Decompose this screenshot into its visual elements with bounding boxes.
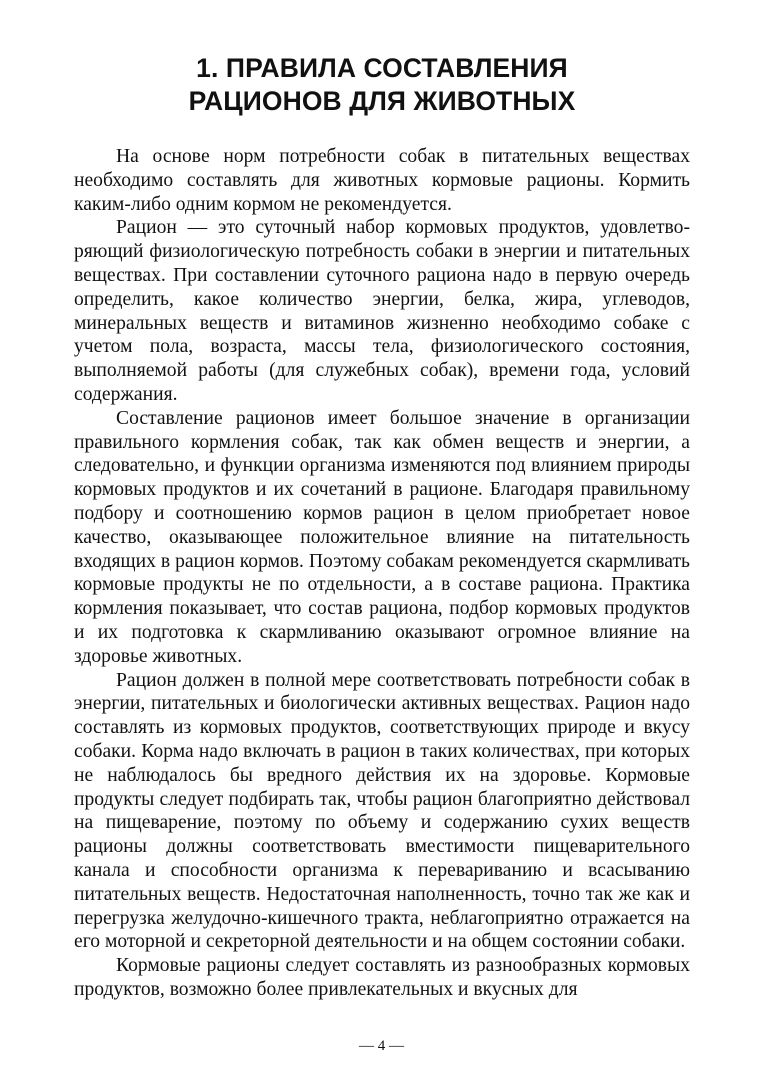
page-number: — 4 —	[359, 1038, 404, 1054]
body-text	[74, 145, 690, 1002]
chapter-title	[74, 52, 690, 118]
paragraph: Кормовые рационы следует составлять из разнообразных кормовых продуктов, возможно более привлекательных и вкусных для	[74, 955, 690, 1000]
paragraph: Составление рационов имеет большое значение в организации правильного кормления собак, так как обмен веществ и энергии, а следовательно, и функции организма изменяются под влиянием природы кормовых продуктов и их сочетаний в рационе. Благодаря правильному подбору и соотношению кормов рацион в целом приобретает новое качество, оказывающее положительное влияние на питательность входящих в рацион кормов. Поэтому собакам рекомендуется скармливать кормовые продукты не по отдельности, а в составе рациона. Практика кормления показывает, что состав рациона, подбор кормовых продуктов и их подготовка к скармливанию оказывают огромное влияние на здоровье животных.	[74, 407, 690, 667]
paragraph: Рацион должен в полной мере соответствовать потребности собак в энергии, питательных и биологически активных веществах. Рацион надо составлять из кормовых продуктов, соответствующих природе и вкусу собаки. Корма надо включать в рацион в таких количествах, при которых не наблюдалось бы вредного действия их на здоровье. Кормовые продукты следует подбирать так, чтобы рацион благоприятно действовал на пищеварение, поэтому по объему и содержанию сухих веществ рационы должны соответствовать вместимости пищеварительного канала и способности организма к перевариванию и всасыванию питательных веществ. Недостаточная наполненность, точно так же как и перегрузка желудочно-кишечного тракта, неблагоприятно отражается на его моторной и секреторной деятельности и на общем состоянии собаки.	[74, 669, 690, 953]
document-page	[74, 52, 690, 1002]
paragraph: На основе норм потребности собак в питательных веществах необходимо составлять для животных кормовые рационы. Кормить каким-либо одним кормом не рекомендуется.	[74, 146, 690, 215]
paragraph: Рацион — это суточный набор кормовых продуктов, удовлетворяющий физиологическую потребность собаки в энергии и питательных веществах. При составлении суточного рациона надо в первую очередь определить, какое количество энергии, белка, жира, углеводов, минеральных веществ и витаминов жизненно необходимо собаке с учетом пола, возраста, массы тела, физиологического состояния, выполняемой работы (для служебных собак), времени года, условий содержания.	[74, 217, 690, 405]
chapter-title-line: РАЦИОНОВ ДЛЯ ЖИВОТНЫХ	[188, 86, 576, 116]
chapter-title-line: 1. ПРАВИЛА СОСТАВЛЕНИЯ	[196, 53, 568, 83]
